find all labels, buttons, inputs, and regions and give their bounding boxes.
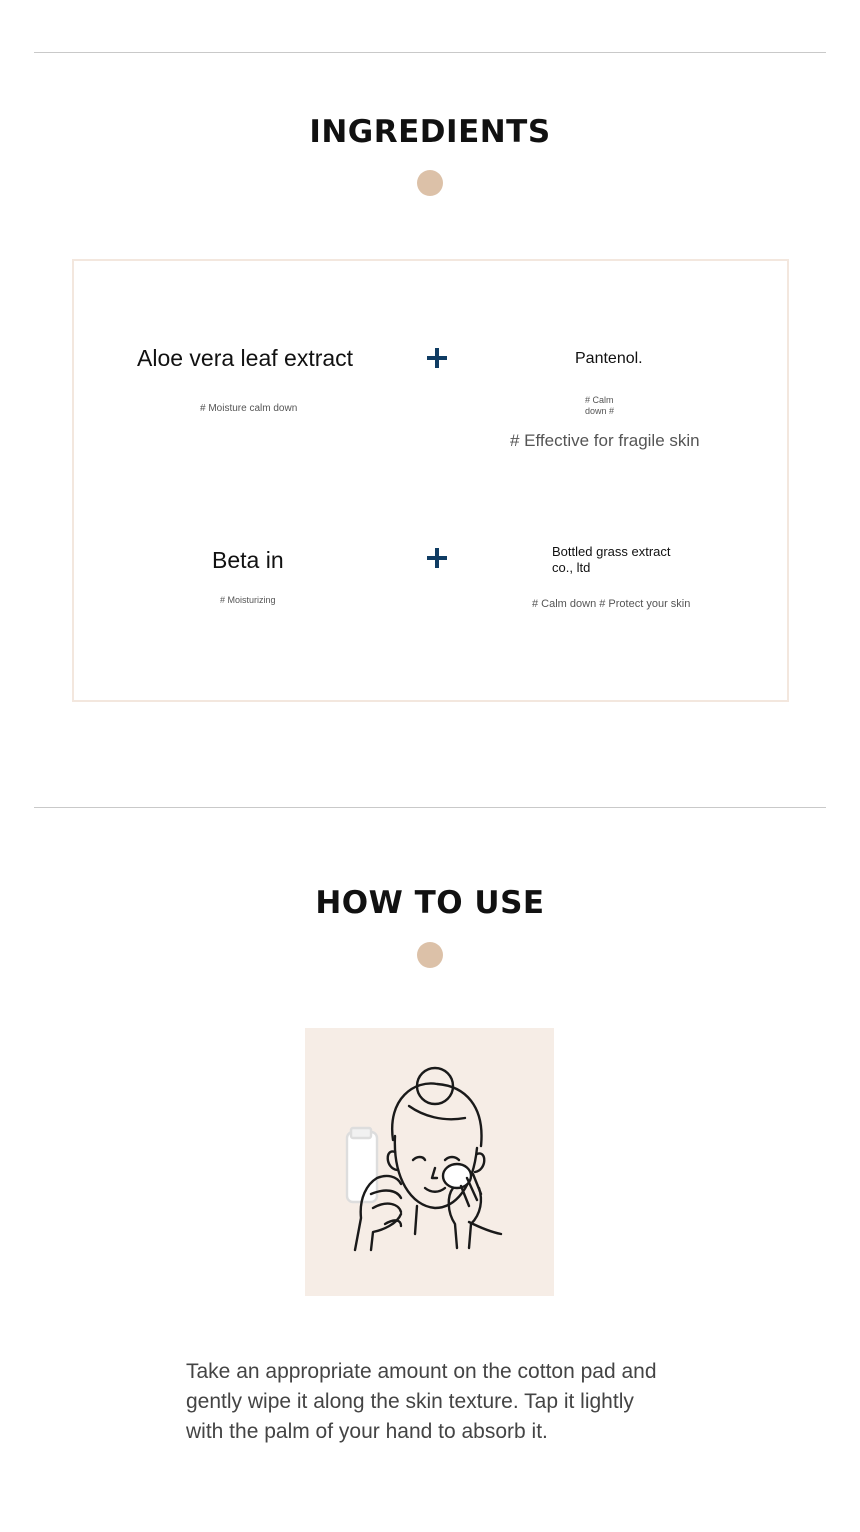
how-to-use-dot-icon — [417, 942, 443, 968]
ingredient-name-betaine: Beta in — [212, 547, 284, 573]
ingredients-panel — [72, 259, 789, 702]
face-wiping-cotton-pad-illustration — [305, 1028, 554, 1296]
ingredient-tag-betaine: # Moisturizing — [220, 595, 276, 605]
how-to-use-instructions: Take an appropriate amount on the cotton pad and gently wipe it along the skin texture. Tap it lightly with the palm of your hand to absorb it. — [186, 1360, 657, 1443]
ingredient-name-panthenol: Pantenol. — [575, 350, 643, 367]
how-to-use-title: HOW TO USE — [315, 885, 545, 921]
ingredient-tag-panthenol-calm: # Calm down # — [585, 395, 615, 416]
ingredient-tag-aloe: # Moisture calm down — [200, 403, 298, 414]
plus-icon — [427, 348, 447, 368]
plus-icon — [427, 548, 447, 568]
ingredients-title: INGREDIENTS — [309, 114, 551, 150]
ingredients-dot-icon — [417, 170, 443, 196]
middle-divider — [34, 807, 826, 808]
top-divider — [34, 52, 826, 53]
ingredient-tag-bottled-grass: # Calm down # Protect your skin — [532, 598, 691, 610]
ingredient-name-aloe: Aloe vera leaf extract — [137, 345, 354, 371]
ingredient-name-bottled-grass: Bottled grass extract co., ltd — [552, 544, 671, 575]
ingredient-tag-panthenol-fragile: # Effective for fragile skin — [510, 431, 700, 450]
